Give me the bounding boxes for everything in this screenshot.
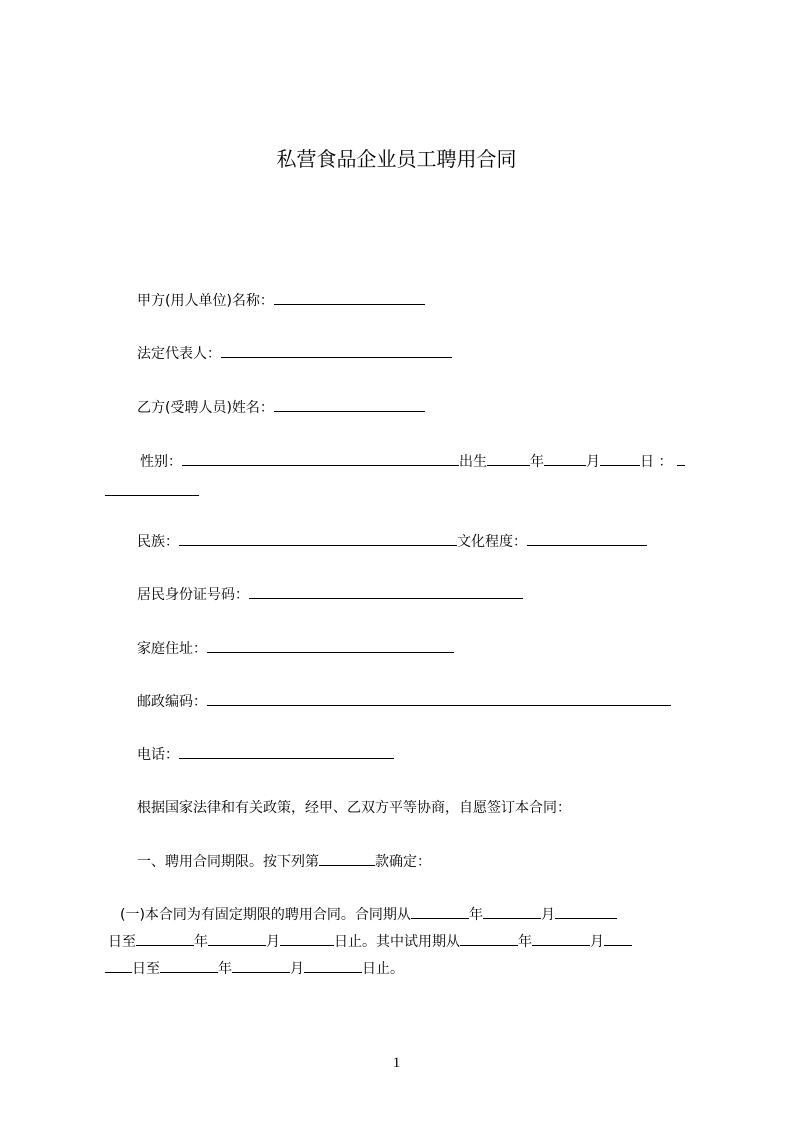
probation-end-month-blank[interactable] (232, 958, 290, 973)
party-a-line (137, 290, 425, 311)
section-1-pre: 一、聘用合同期限。按下列第 (137, 854, 319, 870)
month-label: 月 (540, 907, 555, 923)
birth-month-blank[interactable] (544, 451, 586, 466)
probation-start-month-blank[interactable] (532, 931, 590, 946)
party-a-label: 甲方(用人单位)名称： (137, 293, 274, 309)
id-blank[interactable] (249, 584, 523, 599)
gender-line-cont (105, 481, 199, 502)
year-label: 年 (194, 934, 208, 950)
year-label: 年 (518, 934, 532, 950)
day-to-label: 日至 (132, 961, 160, 977)
contract-end-day-blank[interactable] (280, 931, 334, 946)
party-b-label: 乙方(受聘人员)姓名： (137, 400, 274, 416)
probation-start-day-blank-cont[interactable] (105, 958, 132, 973)
year-label: 年 (218, 961, 232, 977)
party-a-blank[interactable] (274, 290, 425, 305)
probation-start-year-blank[interactable] (460, 931, 518, 946)
year-label: 年 (530, 454, 544, 470)
page-number: 1 (392, 1055, 401, 1071)
phone-line (137, 744, 394, 765)
year-label: 年 (468, 907, 483, 923)
day-label: 日 ： (640, 454, 673, 470)
party-b-blank[interactable] (274, 397, 425, 412)
legal-rep-blank[interactable] (221, 343, 452, 358)
contract-end-year-blank[interactable] (136, 931, 194, 946)
clause-1-line-1 (120, 904, 617, 925)
id-line (137, 584, 523, 605)
probation-end-day-blank[interactable] (304, 958, 362, 973)
contract-start-day-blank[interactable] (555, 904, 617, 919)
ethnicity-label: 民族： (137, 534, 179, 550)
birth-label: 出生 (459, 454, 487, 470)
legal-rep-line (137, 343, 452, 364)
contract-end-month-blank[interactable] (208, 931, 266, 946)
contract-start-year-blank[interactable] (411, 904, 469, 919)
gender-line (140, 451, 685, 472)
phone-blank[interactable] (179, 744, 394, 759)
section-1-blank[interactable] (319, 851, 375, 866)
section-1-heading (137, 851, 431, 872)
postcode-line (137, 691, 671, 712)
probation-end-year-blank[interactable] (160, 958, 218, 973)
address-label: 家庭住址： (137, 641, 207, 657)
clause-1-line-2 (108, 931, 632, 952)
gender-label: 性别： (140, 454, 182, 470)
party-b-line (137, 397, 425, 418)
extra-blank-cont[interactable] (105, 481, 199, 496)
contract-start-month-blank[interactable] (483, 904, 541, 919)
ethnicity-blank[interactable] (179, 531, 457, 546)
education-blank[interactable] (527, 531, 647, 546)
gender-blank[interactable] (182, 451, 459, 466)
phone-label: 电话： (137, 747, 179, 763)
end-label: 日止。 (362, 961, 404, 977)
clause-1-text: (一)本合同为有固定期限的聘用合同。合同期从 (120, 907, 411, 923)
month-label: 月 (590, 934, 604, 950)
birth-year-blank[interactable] (487, 451, 530, 466)
postcode-label: 邮政编码： (137, 694, 207, 710)
intro-text: 根据国家法律和有关政策，经甲、乙双方平等协商，自愿签订本合同： (137, 800, 571, 816)
month-label: 月 (586, 454, 600, 470)
address-blank[interactable] (207, 638, 454, 653)
month-label: 月 (290, 961, 304, 977)
id-label: 居民身份证号码： (137, 587, 249, 603)
probation-label: 日止。其中试用期从 (334, 934, 460, 950)
ethnicity-line (137, 531, 647, 552)
extra-blank[interactable] (677, 451, 685, 466)
section-1-post: 款确定： (375, 854, 431, 870)
clause-1-line-3 (105, 958, 404, 979)
document-title: 私营食品企业员工聘用合同 (276, 147, 517, 171)
legal-rep-label: 法定代表人： (137, 346, 221, 362)
month-label: 月 (266, 934, 280, 950)
address-line (137, 638, 454, 659)
day-to-label: 日至 (108, 934, 136, 950)
probation-start-day-blank[interactable] (604, 931, 632, 946)
education-label: 文化程度： (457, 534, 527, 550)
postcode-blank[interactable] (207, 691, 671, 706)
birth-day-blank[interactable] (600, 451, 640, 466)
